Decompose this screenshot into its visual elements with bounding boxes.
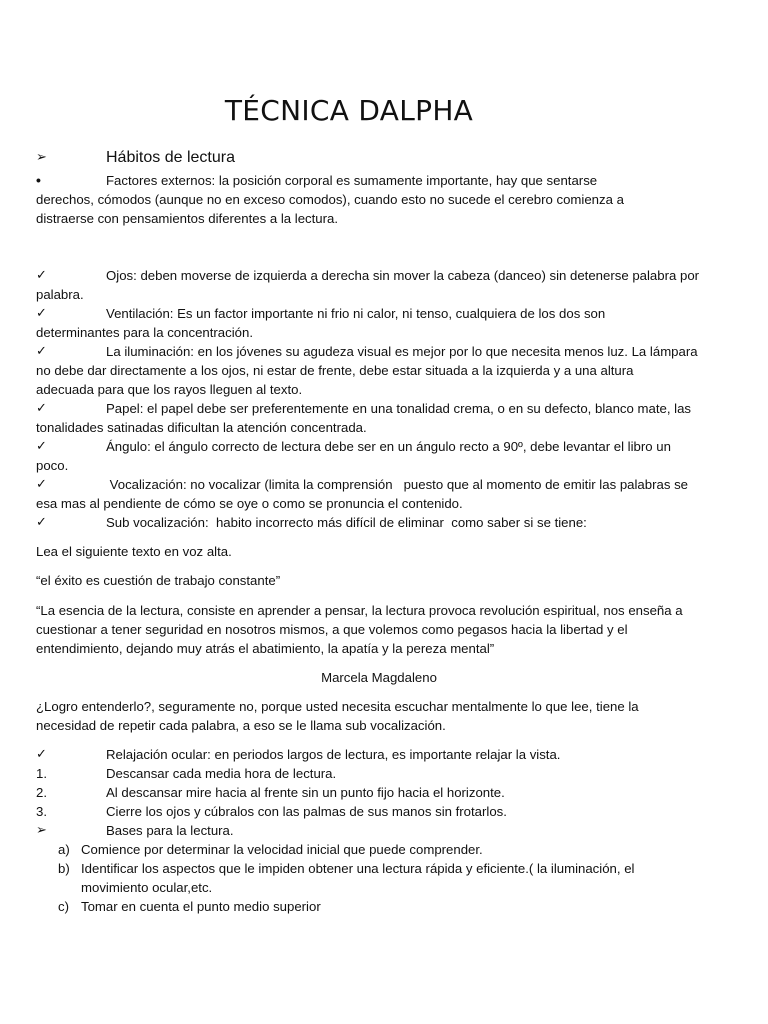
logro-paragraph-line-1: ¿Logro entenderlo?, seguramente no, porque usted necesita escuchar mentalmente lo que lee, tiene la xyxy=(36,699,639,714)
check-item-angulo-cont: poco. xyxy=(36,458,69,473)
logro-paragraph-line-2: necesidad de repetir cada palabra, a eso se le llama sub vocalización. xyxy=(36,718,446,733)
check-item-iluminacion-cont-1: no debe dar directamente a los ojos, ni estar de frente, debe estar situada a la izquierda y a una altura xyxy=(36,363,634,378)
external-factors-line-3: distraerse con pensamientos diferentes a la lectura. xyxy=(36,211,339,226)
checkmark-icon: ✓ xyxy=(36,344,47,359)
checkmark-icon: ✓ xyxy=(36,439,47,454)
quote-author: Marcela Magdaleno xyxy=(321,670,437,685)
check-item-iluminacion-cont-2: adecuada para que los rayos lleguen al texto. xyxy=(36,382,303,397)
check-item-ojos-cont: palabra. xyxy=(36,287,84,302)
section-heading-text: Hábitos de lectura xyxy=(106,149,235,166)
checkmark-icon: ✓ xyxy=(36,306,47,321)
checkmark-icon: ✓ xyxy=(36,401,47,416)
checkmark-icon: ✓ xyxy=(36,268,47,283)
long-quote-line-1: “La esencia de la lectura, consiste en aprender a pensar, la lectura provoca revolución espiritual, nos enseña a xyxy=(36,603,683,618)
arrow-bullet-icon: ➢ xyxy=(36,823,47,838)
short-quote: “el éxito es cuestión de trabajo constante” xyxy=(36,573,281,588)
checkmark-icon: ✓ xyxy=(36,515,47,530)
read-aloud-instruction: Lea el siguiente texto en voz alta. xyxy=(36,544,232,559)
external-factors-line-2: derechos, cómodos (aunque no en exceso comodos), cuando esto no sucede el cerebro comienza a xyxy=(36,192,624,207)
long-quote-line-2: cuestionar a tener seguridad en nosotros mismos, a que volemos como pegasos hacia la libertad y el xyxy=(36,622,628,637)
check-item-vocalizacion-cont: esa mas al pendiente de cómo se oye o como se pronuncia el contenido. xyxy=(36,496,463,511)
arrow-bullet-icon: ➢ xyxy=(36,150,47,165)
checkmark-icon: ✓ xyxy=(36,477,47,492)
long-quote-line-3: entendimiento, dejando muy atrás el abatimiento, la apatía y la pereza mental” xyxy=(36,641,495,656)
check-item-papel-cont: tonalidades satinadas dificultan la atención concentrada. xyxy=(36,420,367,435)
document-title: TÉCNICA DALPHA xyxy=(224,94,474,127)
checkmark-icon: ✓ xyxy=(36,747,47,762)
bullet-icon: • xyxy=(36,172,41,188)
check-item-ventilacion-cont: determinantes para la concentración. xyxy=(36,325,253,340)
